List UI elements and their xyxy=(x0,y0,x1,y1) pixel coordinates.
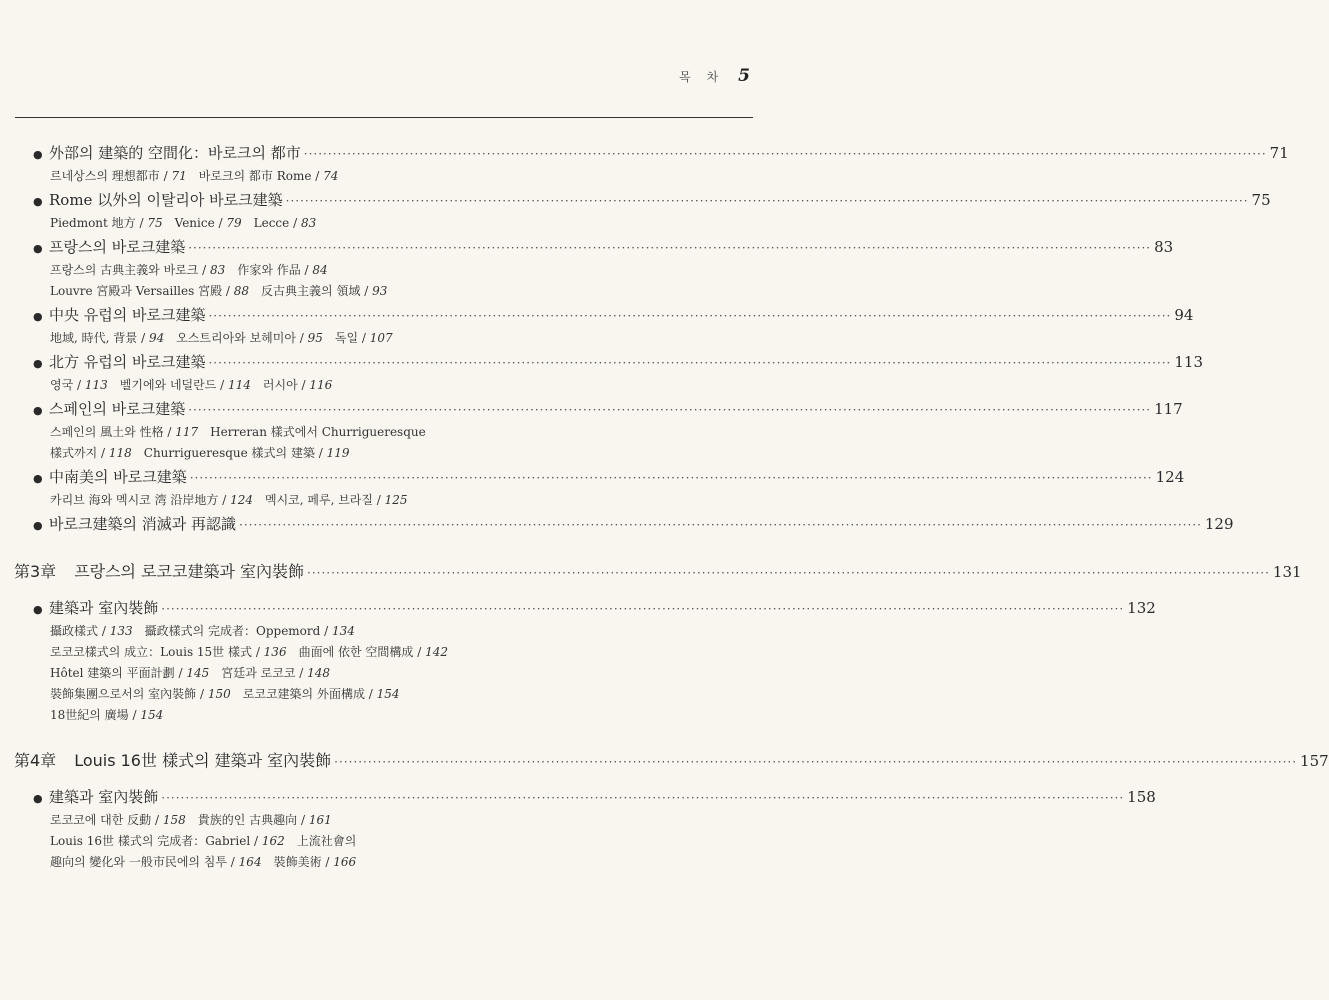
subentry-line xyxy=(50,422,834,443)
dot-leader: ········································································································································································································ xyxy=(188,403,1152,417)
header-rule xyxy=(15,117,753,118)
subentry-page-number: 93 xyxy=(372,284,388,298)
bullet-icon: ● xyxy=(33,195,43,208)
entry-title: 中央 유럽의 바로크建築 xyxy=(49,306,206,324)
table-of-contents xyxy=(0,140,1329,873)
chapter-number: 第4章 xyxy=(14,751,57,770)
subentry-text: 攝政樣式 / xyxy=(50,624,110,638)
subentry-text: 카리브 海와 멕시코 湾 沿岸地方 / xyxy=(50,493,231,507)
entry-title: 中南美의 바로크建築 xyxy=(49,468,187,486)
entry-page-number: 132 xyxy=(1127,599,1156,617)
subentry-text: 趣向의 變化와 一般市民에의 침투 / xyxy=(50,855,239,869)
subentry-page-number: 71 xyxy=(171,169,187,183)
subentry-page-number: 107 xyxy=(369,331,393,345)
toc-entry[interactable] xyxy=(33,189,1271,213)
subentry-line xyxy=(50,642,834,663)
toc-entry[interactable] xyxy=(33,304,1194,328)
subentry-page-number: 162 xyxy=(261,834,285,848)
chapter-title: 프랑스의 로코코建築과 室內裝飾 xyxy=(74,562,305,581)
subentry-text: 프랑스의 古典主義와 바로크 / xyxy=(50,263,211,277)
bullet-icon: ● xyxy=(33,357,43,370)
subentry-text: 曲面에 依한 空間構成 / xyxy=(286,645,426,659)
bullet-icon: ● xyxy=(33,404,43,417)
subentry-text: 스페인의 風土와 性格 / xyxy=(50,425,176,439)
subentry-page-number: 95 xyxy=(307,331,323,345)
chapter-page-number: 131 xyxy=(1272,563,1302,581)
toc-entry[interactable] xyxy=(33,142,1289,166)
entry-title: 外部의 建築的 空間化：바로크의 都市 xyxy=(49,144,301,162)
subentry-line xyxy=(50,166,834,187)
subentry-text: 宮廷과 로코코 / xyxy=(209,666,308,680)
page-number: 5 xyxy=(738,66,750,86)
bullet-icon: ● xyxy=(33,310,43,323)
entry-title: 바로크建築의 消滅과 再認識 xyxy=(49,515,236,533)
toc-entry[interactable] xyxy=(33,786,1156,810)
subentry-line xyxy=(50,831,834,852)
entry-page-number: 124 xyxy=(1155,468,1185,486)
subentry-page-number: 114 xyxy=(228,378,251,392)
subentry-text: Herreran 樣式에서 Churrigueresque xyxy=(198,425,426,439)
entry-title: 建築과 室內裝飾 xyxy=(49,788,159,806)
subentry-text: 멕시코, 페루, 브라질 / xyxy=(252,493,385,507)
toc-entry[interactable] xyxy=(33,398,1183,422)
dot-leader: ········································································································································································································ xyxy=(161,791,1125,805)
subentry-line xyxy=(50,213,834,234)
chapter-heading[interactable] xyxy=(14,559,1302,587)
dot-leader: ········································································································································································································ xyxy=(239,518,1202,532)
subentry-page-number: 74 xyxy=(323,169,339,183)
subentry-page-number: 158 xyxy=(162,813,186,827)
entry-page-number: 94 xyxy=(1174,306,1194,324)
subentry-line xyxy=(50,684,834,705)
subentry-text: 바로크의 都市 Rome / xyxy=(186,169,324,183)
subentry-text: Piedmont 地方 / xyxy=(50,216,148,230)
subentry-line xyxy=(50,663,834,684)
entry-page-number: 113 xyxy=(1174,353,1204,371)
entry-page-number: 83 xyxy=(1154,238,1174,256)
subentry-page-number: 84 xyxy=(312,263,328,277)
subentry-page-number: 113 xyxy=(84,378,108,392)
dot-leader: ········································································································································································································ xyxy=(188,241,1152,255)
subentry-page-number: 134 xyxy=(332,624,355,638)
entry-page-number: 117 xyxy=(1154,400,1183,418)
subentry-line xyxy=(50,328,834,349)
dot-leader: ········································································································································································································ xyxy=(307,566,1270,580)
subentry-text: 18世紀의 廣場 / xyxy=(50,708,141,722)
subentry-line xyxy=(50,375,834,396)
subentry-text: 作家와 作品 / xyxy=(225,263,313,277)
entry-page-number: 129 xyxy=(1204,515,1234,533)
dot-leader: ········································································································································································································ xyxy=(334,755,1298,769)
section-spacer xyxy=(0,537,834,559)
subentry-text: Louis 16世 樣式의 完成者：Gabriel / xyxy=(50,834,262,848)
subentry-text: 벨기에와 네덜란드 / xyxy=(107,378,228,392)
subentry-page-number: 164 xyxy=(238,855,262,869)
subentry-text: Hôtel 建築의 平面計劃 / xyxy=(50,666,187,680)
subentry-page-number: 116 xyxy=(309,378,333,392)
bullet-icon: ● xyxy=(33,148,43,161)
subentry-page-number: 119 xyxy=(326,446,350,460)
subentry-line xyxy=(50,281,834,302)
subentry-page-number: 148 xyxy=(307,666,331,680)
subentry-line xyxy=(50,490,834,511)
subentry-text: 로코코樣式의 成立：Louis 15世 樣式 / xyxy=(50,645,264,659)
subentry-text: 地域, 時代, 背景 / xyxy=(50,331,149,345)
subentry-page-number: 88 xyxy=(233,284,250,298)
dot-leader: ········································································································································································································ xyxy=(303,147,1267,161)
subentry-text: 樣式까지 / xyxy=(50,446,109,460)
subentry-text: 反古典主義의 領域 / xyxy=(249,284,373,298)
chapter-title: Louis 16世 樣式의 建築과 室內裝飾 xyxy=(74,751,332,770)
subentry-text: 攝政樣式의 完成者：Oppemord / xyxy=(132,624,332,638)
subentry-page-number: 161 xyxy=(308,813,332,827)
subentry-page-number: 133 xyxy=(109,624,133,638)
toc-entry[interactable] xyxy=(33,513,1234,537)
toc-entry[interactable] xyxy=(33,236,1174,260)
chapter-number: 第3章 xyxy=(14,562,57,581)
subentry-text: 러시아 / xyxy=(250,378,310,392)
subentry-page-number: 83 xyxy=(210,263,226,277)
subentry-page-number: 166 xyxy=(333,855,357,869)
subentry-text: 裝飾集團으로서의 室內裝飾 / xyxy=(50,687,208,701)
dot-leader: ········································································································································································································ xyxy=(161,602,1125,616)
subentry-text: 로코코建築의 外面構成 / xyxy=(230,687,377,701)
chapter-page-number: 157 xyxy=(1300,752,1329,770)
section-spacer xyxy=(0,587,834,595)
toc-entry[interactable] xyxy=(33,351,1204,375)
section-spacer xyxy=(0,726,834,748)
subentry-page-number: 94 xyxy=(148,331,165,345)
subentry-text: 貴族的인 古典趣向 / xyxy=(185,813,309,827)
subentry-line xyxy=(50,621,834,642)
entry-title: 建築과 室內裝飾 xyxy=(49,599,159,617)
subentry-text: Louvre 宮殿과 Versailles 宮殿 / xyxy=(50,284,234,298)
subentry-page-number: 83 xyxy=(300,216,317,230)
running-head-title: 목 차 xyxy=(679,70,725,84)
subentry-text: 裝飾美術 / xyxy=(261,855,334,869)
bullet-icon: ● xyxy=(33,603,43,616)
subentry-line xyxy=(50,260,834,281)
entry-title: 北方 유럽의 바로크建築 xyxy=(49,353,206,371)
subentry-page-number: 154 xyxy=(376,687,400,701)
subentry-line xyxy=(50,810,834,831)
subentry-text: 上流社會의 xyxy=(284,834,357,848)
toc-entry[interactable] xyxy=(33,597,1156,621)
subentry-line xyxy=(50,443,834,464)
subentry-text: 르네상스의 理想都市 / xyxy=(50,169,172,183)
subentry-text: 독일 / xyxy=(322,331,370,345)
toc-entry[interactable] xyxy=(33,466,1185,490)
subentry-page-number: 136 xyxy=(263,645,287,659)
bullet-icon: ● xyxy=(33,792,43,805)
entry-page-number: 71 xyxy=(1269,144,1289,162)
dot-leader: ········································································································································································································ xyxy=(208,356,1172,370)
section-spacer xyxy=(0,776,834,784)
entry-title: 스페인의 바로크建築 xyxy=(49,400,186,418)
subentry-page-number: 75 xyxy=(147,216,163,230)
running-head xyxy=(679,66,750,86)
chapter-heading[interactable] xyxy=(14,748,1329,776)
subentry-page-number: 142 xyxy=(425,645,448,659)
subentry-text: Churrigueresque 樣式의 建築 / xyxy=(131,446,327,460)
bullet-icon: ● xyxy=(33,472,43,485)
subentry-page-number: 79 xyxy=(226,216,242,230)
subentry-page-number: 117 xyxy=(175,425,199,439)
subentry-page-number: 150 xyxy=(207,687,231,701)
subentry-page-number: 154 xyxy=(140,708,164,722)
entry-title: Rome 以外의 이탈리아 바로크建築 xyxy=(49,191,283,209)
bullet-icon: ● xyxy=(33,242,43,255)
entry-title: 프랑스의 바로크建築 xyxy=(49,238,186,256)
bullet-icon: ● xyxy=(33,519,43,532)
dot-leader: ········································································································································································································ xyxy=(208,309,1172,323)
subentry-text: 오스트리아와 보헤미아 / xyxy=(164,331,308,345)
subentry-text: 로코코에 대한 反動 / xyxy=(50,813,163,827)
subentry-line xyxy=(50,705,834,726)
dot-leader: ········································································································································································································ xyxy=(285,194,1249,208)
subentry-page-number: 118 xyxy=(108,446,132,460)
subentry-text: Lecce / xyxy=(241,216,301,230)
subentry-text: 영국 / xyxy=(50,378,85,392)
dot-leader: ········································································································································································································ xyxy=(189,471,1153,485)
subentry-page-number: 124 xyxy=(230,493,253,507)
subentry-text: Venice / xyxy=(162,216,227,230)
subentry-page-number: 125 xyxy=(384,493,408,507)
subentry-page-number: 145 xyxy=(186,666,210,680)
entry-page-number: 75 xyxy=(1251,191,1271,209)
entry-page-number: 158 xyxy=(1127,788,1156,806)
subentry-line xyxy=(50,852,834,873)
